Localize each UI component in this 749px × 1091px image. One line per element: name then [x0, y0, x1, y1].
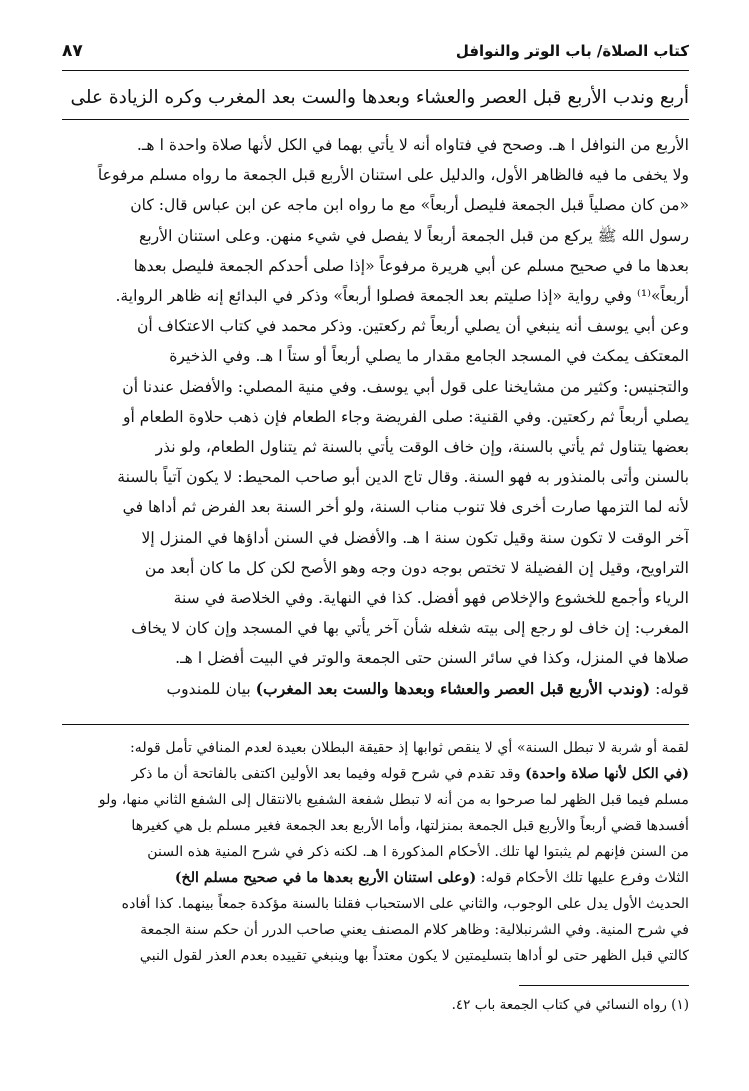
- hashiya-line: أفسدها قضي أربعاً والأربع قبل الجمعة بمنزلتها، وأما الأربع بعد الجمعة فغير مسلم بل هي كغيرها: [131, 817, 689, 834]
- line-segment: وقد تقدم في شرح قوله وفيما بعد الأولين اكتفى بالفاتحة أن ما ذكر: [131, 765, 526, 782]
- sharh-line: المعتكف يمكث في المسجد الجامع مقدار ما يصلي أربعاً أو ستاً ا هـ. وفي الذخيرة: [169, 347, 689, 366]
- line-segment: قوله:: [650, 679, 689, 698]
- sharh-commentary: [62, 130, 689, 704]
- page-header: [62, 38, 689, 71]
- sharh-line: آخر الوقت لا تكون سنة وقيل تكون سنة ا هـ. والأفضل في السنن أداؤها في المنزل إلا: [141, 528, 689, 547]
- page-number: ٨٧: [62, 41, 83, 61]
- sharh-line: ولا يخفى ما فيه فالظاهر الأول، والدليل على استنان الأربع قبل الجمعة ما رواه مسلم مرفوعاً: [97, 166, 689, 185]
- sharh-line: المغرب: إن خاف لو رجع إلى بيته شغله شأن آخر يأتي بها في المسجد وإن كان لا يخاف: [131, 619, 689, 638]
- sharh-line: لأنه لما التزمها صارت أخرى فلا تنوب مناب السنة، ولو أخر السنة بعد الفرض ثم أداها في: [122, 498, 689, 517]
- sharh-line: الرياء وأجمع للخشوع والإخلاص فهو أفضل. كذا في النهاية. وفي الخلاصة في سنة: [173, 589, 689, 608]
- hashiya-line: [62, 761, 689, 787]
- quoted-lemma: (وندب الأربع قبل العصر والعشاء وبعدها والست بعد المغرب): [255, 678, 651, 698]
- sharh-line: الأربع من النوافل ا هـ. وصحح في فتاواه أنه لا يأتي بهما في الكل لأنها صلاة واحدة ا هـ.: [136, 136, 689, 154]
- hashiya-line: الحديث الأول يدل على الوجوب، والثاني على الاستحباب فقلنا بالسنة مؤكدة جمعاً بينهما. كذا أفاده: [121, 895, 689, 912]
- hashiya-marginal-gloss: [62, 735, 689, 969]
- hashiya-line: مسلم فيما قبل الظهر لما صرحوا به من أنه لا تبطل شفعة الشفيع بالانتقال إلى الشفع الثاني منها، ولو: [98, 791, 689, 808]
- footnote: (١) رواه النسائي في كتاب الجمعة باب ٤٢.: [451, 996, 689, 1013]
- sharh-line: والتجنيس: وكثير من مشايخنا على قول أبي يوسف. وفي منية المصلي: والأفضل عندنا أن: [122, 377, 689, 396]
- line-segment: الثلاث وفرع عليها تلك الأحكام قوله:: [476, 869, 689, 886]
- hashiya-line: لقمة أو شربة لا تبطل السنة» أي لا ينقص ثوابها إذ حقيقة البطلان بعيدة لعدم المنافي تأمل قوله:: [130, 739, 689, 756]
- sharh-line: بعضها يتناول ثم يأتي بالسنة، وإن خاف الوقت يأتي بالسنة ثم يتناول الطعام، ولو نذر: [155, 438, 689, 457]
- sharh-line: رسول الله ﷺ يركع من قبل الجمعة أربعاً لا يفصل في شيء منهن. وعلى استنان الأربع: [139, 226, 689, 245]
- sharh-line: صلاها في المنزل، وكذا في سائر السنن حتى الجمعة والوتر في البيت أفضل ا هـ.: [175, 649, 689, 668]
- sharh-line: أربعاً»⁽¹⁾ وفي رواية «إذا صليتم بعد الجمعة فصلوا أربعاً» وذكر في البدائع إنه ظاهر الرواية.: [115, 287, 689, 306]
- footnote-separator: [519, 985, 689, 986]
- sharh-line: «من كان مصلياً قبل الجمعة فليصل أربعاً» مع ما رواه ابن ماجه عن ابن عباس قال: كان: [130, 196, 689, 215]
- hashiya-line: من السنن فإنهم لم يثبتوا لها تلك. الأحكام المذكورة ا هـ. لكنه ذكر في شرح المنية هذه السنن: [147, 843, 689, 860]
- hashiya-line: [62, 865, 689, 891]
- sharh-line: التراويح، وقيل إن الفضيلة لا تختص بوجه دون وجه وهو الأصح لكن كل ما كان أبعد من: [144, 558, 689, 577]
- sharh-line: بالسنن وأتى بالمنذور به فهو السنة. وقال تاج الدين أبو صاحب المحيط: لا يكون آتياً بالسنة: [117, 468, 689, 487]
- commentary-divider: [62, 724, 689, 725]
- sharh-line: بعدها ما في صحيح مسلم عن أبي هريرة مرفوعاً «إذا صلى أحدكم الجمعة فليصل بعدها: [133, 256, 689, 275]
- line-segment: بيان للمندوب: [166, 679, 256, 698]
- hashiya-line: كالتي قبل الظهر حتى لو أداها بتسليمتين لا يكون معتداً بها وينبغي تقييده بعدم العذر لقول النبي: [139, 947, 689, 964]
- sharh-line: يصلي أربعاً ثم ركعتين. وفي القنية: صلى الفريضة وجاء الطعام فإن ذهب حلاوة الطعام أو: [122, 407, 689, 426]
- matn-text: أربع وندب الأربع قبل العصر والعشاء وبعدها والست بعد المغرب وكره الزيادة على: [62, 83, 689, 120]
- quoted-lemma: (في الكل لأنها صلاة واحدة): [525, 765, 689, 782]
- hashiya-line: في شرح المنية. وفي الشرنبلالية: وظاهر كلام المصنف يعني صاحب الدرر أن حكم سنة الجمعة: [140, 921, 689, 938]
- running-title: كتاب الصلاة/ باب الوتر والنوافل: [455, 42, 689, 60]
- quoted-lemma: (وعلى استنان الأربع بعدها ما في صحيح مسلم الخ): [174, 869, 477, 886]
- sharh-line: وعن أبي يوسف أنه ينبغي أن يصلي أربعاً ثم ركعتين. وذكر محمد في كتاب الاعتكاف أن: [136, 317, 689, 336]
- sharh-line: [62, 674, 689, 704]
